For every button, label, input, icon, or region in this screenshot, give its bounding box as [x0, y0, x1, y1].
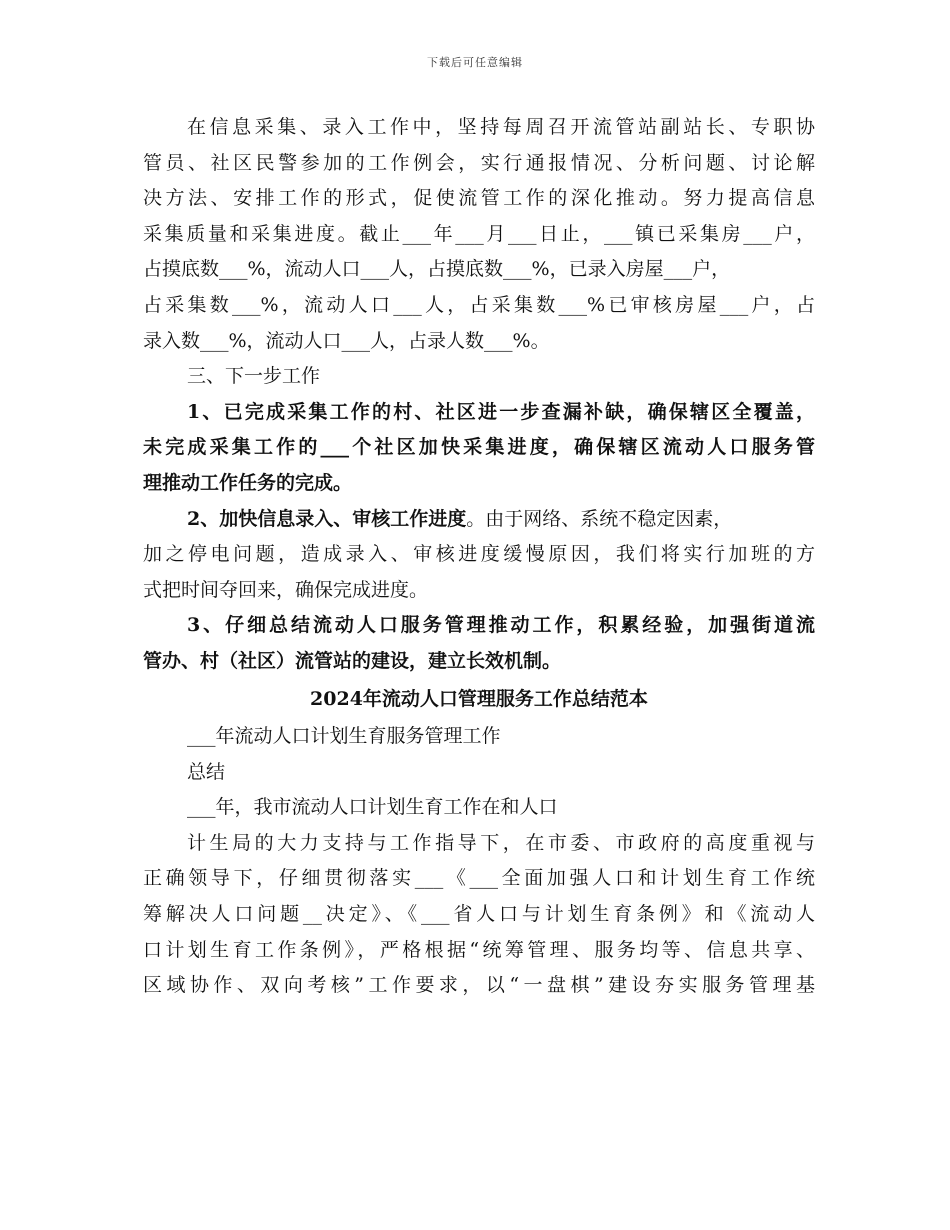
mixed-line-bold: 2、加快信息录入、审核工作进度 — [187, 507, 467, 530]
section-title: 2024年流动人口管理服务工作总结范本 — [310, 687, 648, 710]
text-line: 管办、村（社区）流管站的建设，建立长效机制。 — [143, 649, 562, 672]
text-line: 占摸底数___%，流动人口___人，占摸底数___%，已录入房屋___户， — [143, 258, 731, 281]
text-line: 在信息采集、录入工作中，坚持每周召开流管站副站长、专职协 — [187, 116, 815, 138]
text-line: 式把时间夺回来，确保完成进度。 — [143, 578, 429, 601]
text-line: 三、下一步工作 — [187, 365, 321, 388]
text-line: 采集质量和采集进度。截止___年___月___日止，___镇已采集房___户， — [143, 222, 815, 245]
paragraph-block-3 — [143, 719, 815, 1004]
text-line: 加之停电问题，造成录入、审核进度缓慢原因，我们将实行加班的方 — [143, 543, 815, 566]
text-line: 计生局的大力支持与工作指导下，在市委、市政府的高度重视与 — [187, 831, 815, 854]
text-line: 理推动工作任务的完成。 — [143, 471, 353, 494]
paragraph-block-1 — [143, 110, 815, 502]
mixed-line-normal: 。由于网络、系统不稳定因素， — [466, 507, 733, 530]
header-note: 下载后可任意编辑 — [427, 56, 523, 69]
text-line: 口计划生育工作条例》，严格根据“统筹管理、服务均等、信息共享、 — [143, 938, 815, 961]
text-line: 管员、社区民警参加的工作例会，实行通报情况、分析问题、讨论解 — [143, 151, 815, 174]
text-line: 占采集数___%，流动人口___人，占采集数___%已审核房屋___户，占 — [143, 293, 815, 316]
mixed-line — [143, 502, 815, 538]
document-body — [143, 110, 815, 1004]
text-line: ___年，我市流动人口计划生育工作在和人口 — [187, 796, 558, 819]
text-line: 1、已完成采集工作的村、社区进一步查漏补缺，确保辖区全覆盖， — [187, 400, 815, 423]
text-line: 决方法、安排工作的形式，促使流管工作的深化推动。努力提高信息 — [143, 187, 815, 210]
text-line: 录入数___%，流动人口___人，占录人数___%。 — [143, 329, 550, 352]
text-line: 3、仔细总结流动人口服务管理推动工作，积累经验，加强街道流 — [187, 614, 815, 637]
text-line: 总结 — [187, 760, 226, 783]
paragraph-block-2 — [143, 537, 815, 679]
text-line: ___年流动人口计划生育服务管理工作 — [187, 725, 501, 748]
text-line: 筹解决人口问题__决定》、《___省人口与计划生育条例》和《流动人 — [143, 903, 815, 926]
text-line: 区域协作、双向考核”工作要求，以“一盘棋”建设夯实服务管理基 — [143, 974, 815, 997]
text-line: 正确领导下，仔细贯彻落实___《___全面加强人口和计划生育工作统 — [143, 867, 815, 890]
text-line: 未完成采集工作的___个社区加快采集进度，确保辖区流动人口服务管 — [143, 436, 815, 459]
